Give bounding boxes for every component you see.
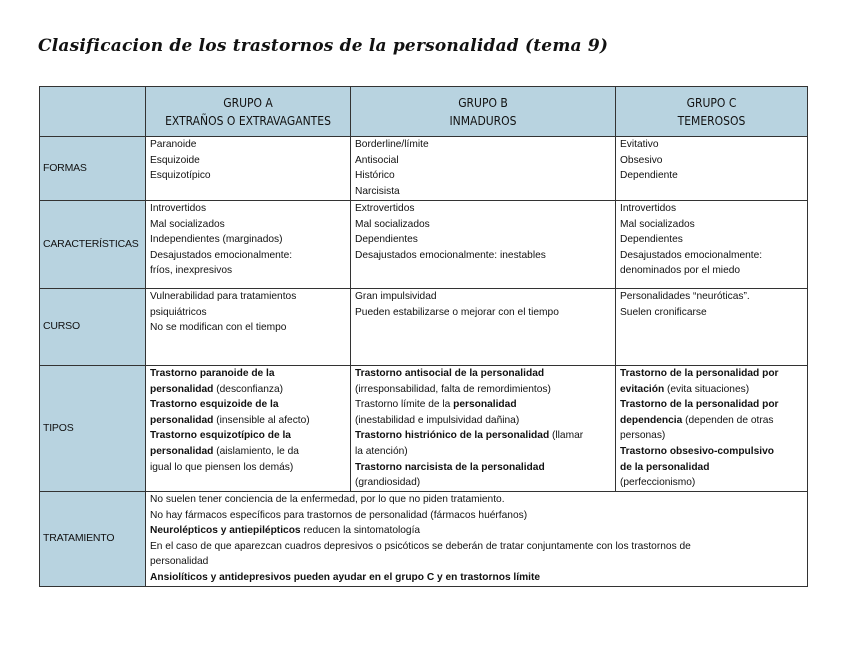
bold-text: Trastorno antisocial de la personalidad [355, 368, 545, 379]
caracteristicas-b [351, 201, 616, 289]
normal-text: reducen la sintomatología [300, 525, 421, 537]
formas-b [351, 137, 616, 201]
cell-line: Suelen cronificarse [620, 306, 707, 318]
cell-line [355, 366, 611, 382]
cell-line: Evitativo [620, 139, 659, 150]
cell-line [150, 397, 346, 413]
row-label-curso: CURSO [40, 289, 146, 366]
cell-line: Obsesivo [620, 154, 663, 166]
bold-text: Trastorno esquizoide de la [150, 399, 279, 411]
row-tratamiento [40, 492, 808, 587]
formas-a [146, 137, 351, 201]
bold-text: evitación [620, 383, 665, 395]
cell-line [150, 508, 803, 524]
normal-text: (aislamiento, le da [213, 445, 299, 457]
classification-table [39, 86, 808, 587]
cell-line [620, 444, 803, 460]
normal-text: (perfeccionismo) [620, 477, 696, 489]
row-label-tratamiento: TRATAMIENTO [40, 492, 146, 587]
cell-line: Pueden estabilizarse o mejorar con el tiempo [355, 306, 559, 318]
cell-line: Desajustados emocionalmente: [620, 249, 763, 261]
cell-line: Borderline/límite [355, 139, 429, 150]
table-header-row [40, 87, 808, 137]
normal-text: (desconfianza) [213, 383, 284, 395]
normal-text: la atención) [355, 445, 408, 457]
bold-text: Trastorno paranoide de la [150, 368, 275, 379]
cell-line [355, 475, 611, 491]
normal-text: (llamar [549, 430, 584, 442]
cell-line: Personalidades “neuróticas”. [620, 291, 750, 302]
group-a-header: GRUPO A EXTRAÑOS O EXTRAVAGANTES [146, 87, 351, 137]
cell-line: Esquizotípico [150, 170, 211, 182]
cell-line: Introvertidos [150, 203, 207, 214]
cell-line: Desajustados emocionalmente: [150, 249, 293, 261]
curso-c [616, 289, 808, 366]
normal-text: (irresponsabilidad, falta de remordimientos) [355, 383, 551, 395]
normal-text: (insensible al afecto) [213, 414, 310, 426]
group-b-header: GRUPO B INMADUROS [351, 87, 616, 137]
cell-line: Paranoide [150, 139, 197, 150]
tipos-b [351, 366, 616, 492]
bold-text: Trastorno histriónico de la personalidad [355, 430, 550, 442]
cell-line: Esquizoide [150, 154, 200, 166]
cell-line: Mal socializados [355, 218, 430, 230]
row-label-tipos: TIPOS [40, 366, 146, 492]
cell-line: Dependientes [620, 234, 683, 246]
bold-text: personalidad [150, 414, 214, 426]
cell-line [150, 444, 346, 460]
bold-text: Trastorno de la personalidad por [620, 368, 779, 379]
bold-text: personalidad [453, 399, 517, 411]
cell-line [150, 413, 346, 429]
tipos-c [616, 366, 808, 492]
cell-line: No se modifican con el tiempo [150, 322, 287, 334]
cell-line [620, 382, 803, 398]
cell-line: Extrovertidos [355, 203, 415, 214]
normal-text: Trastorno límite de la [355, 399, 454, 411]
cell-line [620, 397, 803, 413]
tipos-a [146, 366, 351, 492]
caracteristicas-c [616, 201, 808, 289]
bold-text: Neurolépticos y antiepilépticos [150, 525, 301, 537]
row-curso [40, 289, 808, 366]
row-label-formas: FORMAS [40, 137, 146, 201]
bold-text: de la personalidad [620, 461, 710, 473]
cell-line [355, 382, 611, 398]
bold-text: dependencia [620, 414, 683, 426]
cell-line: Desajustados emocionalmente: inestables [355, 249, 546, 261]
cell-line [150, 460, 346, 476]
cell-line [355, 428, 611, 444]
bold-text: Trastorno narcisista de la personalidad [355, 461, 545, 473]
page-title: Clasificacion de los trastornos de la personalidad (tema 9) [38, 36, 609, 56]
cell-line: Independientes (marginados) [150, 234, 283, 246]
normal-text: igual lo que piensen los demás) [150, 461, 294, 473]
normal-text: personalidad [150, 556, 209, 568]
normal-text: No hay fármacos específicos para trastornos de personalidad (fármacos huérfanos) [150, 509, 528, 521]
cell-line [355, 397, 611, 413]
formas-c [616, 137, 808, 201]
row-caracteristicas [40, 201, 808, 289]
cell-line [620, 366, 803, 382]
cell-line: Dependiente [620, 170, 678, 182]
cell-line [150, 366, 346, 382]
cell-line [355, 460, 611, 476]
bold-text: personalidad [150, 445, 214, 457]
cell-line: Introvertidos [620, 203, 677, 214]
cell-line [150, 539, 803, 555]
caracteristicas-a [146, 201, 351, 289]
bold-text: Ansiolíticos y antidepresivos pueden ayudar en el grupo C y en trastornos límite [150, 571, 541, 583]
normal-text: (inestabilidad e impulsividad dañina) [355, 414, 520, 426]
bold-text: Trastorno esquizotípico de la [150, 430, 291, 442]
cell-line [150, 428, 346, 444]
cell-line: Antisocial [355, 154, 399, 166]
cell-line: Mal socializados [620, 218, 695, 230]
normal-text: (grandiosidad) [355, 477, 421, 489]
cell-line [150, 492, 803, 508]
cell-line: Mal socializados [150, 218, 225, 230]
normal-text: No suelen tener conciencia de la enfermedad, por lo que no piden tratamiento. [150, 494, 505, 505]
cell-line [620, 475, 803, 491]
tratamiento-content [146, 492, 808, 587]
normal-text: personas) [620, 430, 666, 442]
cell-line [355, 444, 611, 460]
cell-line [355, 413, 611, 429]
cell-line: Dependientes [355, 234, 418, 246]
bold-text: Trastorno obsesivo-compulsivo [620, 445, 774, 457]
curso-a [146, 289, 351, 366]
cell-line [620, 460, 803, 476]
cell-line: Narcisista [355, 185, 400, 197]
corner-cell [40, 87, 146, 137]
bold-text: Trastorno de la personalidad por [620, 399, 779, 411]
group-c-header: GRUPO C TEMEROSOS [616, 87, 808, 137]
normal-text: En el caso de que aparezcan cuadros depresivos o psicóticos se deberán de tratar conjuntamente con los trastornos de [150, 540, 691, 552]
cell-line [150, 382, 346, 398]
cell-line [620, 413, 803, 429]
cell-line [150, 523, 803, 539]
row-label-caracteristicas: CARACTERÍSTICAS [40, 201, 146, 289]
cell-line: psiquiátricos [150, 306, 207, 318]
normal-text: (dependen de otras [682, 414, 774, 426]
normal-text: (evita situaciones) [664, 383, 750, 395]
cell-line: denominados por el miedo [620, 265, 741, 277]
cell-line: fríos, inexpresivos [150, 265, 233, 277]
cell-line [150, 570, 803, 586]
row-formas [40, 137, 808, 201]
cell-line [620, 428, 803, 444]
row-tipos [40, 366, 808, 492]
bold-text: personalidad [150, 383, 214, 395]
cell-line [150, 554, 803, 570]
curso-b [351, 289, 616, 366]
cell-line: Gran impulsividad [355, 291, 437, 302]
cell-line: Vulnerabilidad para tratamientos [150, 291, 297, 302]
cell-line: Histórico [355, 170, 395, 182]
